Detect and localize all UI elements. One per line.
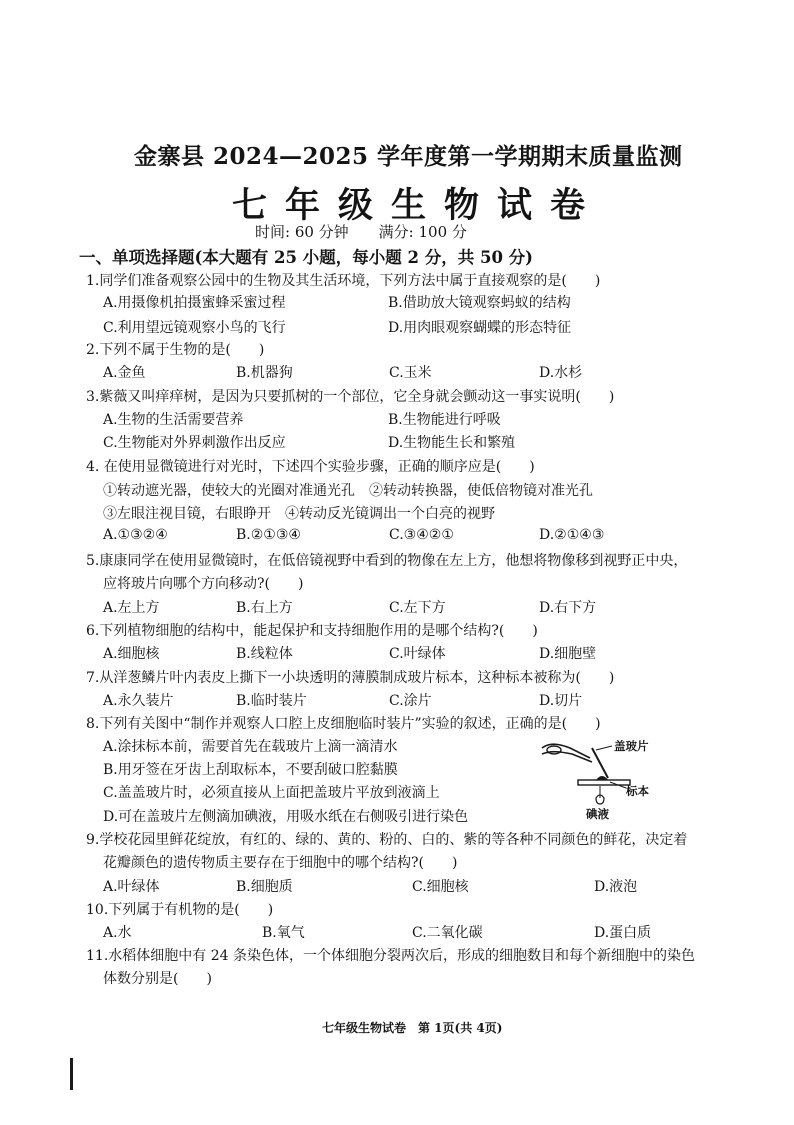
question-stem-line: ③左眼注视目镜，右眼睁开 ④转动反光镜调出一个白亮的视野 [103, 506, 495, 522]
option-a: A.金鱼 [103, 365, 146, 381]
option-b: B.生物能进行呼吸 [388, 412, 501, 428]
option-c: C.左下方 [389, 600, 446, 616]
question-stem: 3.紫薇又叫痒痒树，是因为只要抓树的一个部位，它全身就会颤动这一事实说明( ) [86, 389, 615, 405]
question-stem: 9.学校花园里鲜花绽放，有红的、绿的、黄的、粉的、白的、紫的等各种不同颜色的鲜花，决定着 [86, 832, 688, 848]
option-a: A.①③②④ [103, 527, 168, 543]
specimen-label: 标本 [626, 784, 649, 798]
option-d: D.细胞壁 [539, 646, 597, 662]
question-stem: 5.康康同学在使用显微镜时，在低倍镜视野中看到的物像在左上方，他想将物像移到视野正中央， [86, 553, 688, 569]
option-c: C.涂片 [389, 693, 432, 709]
option-d: D.水杉 [539, 365, 583, 381]
option-b: B.右上方 [236, 600, 293, 616]
cover-slip-label: 盖玻片 [614, 739, 649, 753]
option-c: C.③④②① [389, 527, 454, 543]
question-stem-line: 花瓣颜色的遗传物质主要存在于细胞中的哪个结构?( ) [103, 855, 458, 871]
option-a: A.细胞核 [103, 646, 160, 662]
question-stem-line: ①转动遮光器，使较大的光圈对准通光孔 ②转动转换器，使低倍物镜对准光孔 [103, 483, 593, 499]
option-d: D.②①④③ [539, 527, 605, 543]
question-stem: 2.下列不属于生物的是( ) [86, 342, 265, 358]
option-c: C.生物能对外界刺激作出反应 [103, 435, 286, 451]
option-a: A.左上方 [103, 600, 160, 616]
question-stem-line: 体数分别是( ) [103, 971, 212, 987]
question-stem: 7.从洋葱鳞片叶内表皮上撕下一小块透明的薄膜制成玻片标本，这种标本被称为( ) [86, 670, 615, 686]
question-stem: 4. 在使用显微镜进行对光时，下述四个实验步骤，正确的顺序应是( ) [86, 459, 535, 475]
option-b: B.借助放大镜观察蚂蚁的结构 [388, 295, 571, 311]
section-heading: 一、单项选择题(本大题有 25 小题，每小题 2 分，共 50 分) [79, 248, 533, 267]
question-stem: 1.同学们准备观察公园中的生物及其生活环境，下列方法中属于直接观察的是( ) [86, 273, 601, 289]
option-d: D.蛋白质 [594, 925, 652, 941]
exam-title: 七年级生物试卷 [232, 185, 604, 226]
option-d: D.右下方 [539, 600, 597, 616]
option-a: A.叶绿体 [103, 879, 160, 895]
option-b: B.氧气 [262, 925, 305, 941]
question-stem-line: 应将玻片向哪个方向移动?( ) [103, 576, 304, 592]
question-stem: 8.下列有关图中“制作并观察人口腔上皮细胞临时装片”实验的叙述，正确的是( ) [86, 716, 601, 732]
question-stem: 10.下列属于有机物的是( ) [86, 902, 274, 918]
option-c: C.二氧化碳 [412, 925, 483, 941]
option-d: D.可在盖玻片左侧滴加碘液，用吸水纸在右侧吸引进行染色 [103, 809, 469, 825]
option-c: C.盖盖玻片时，必须直接从上面把盖玻片平放到液滴上 [103, 785, 440, 801]
option-d: D.液泡 [594, 879, 638, 895]
option-d: D.生物能生长和繁殖 [388, 435, 516, 451]
option-b: B.线粒体 [236, 646, 293, 662]
option-b: B.机器狗 [236, 365, 293, 381]
option-c: C.玉米 [389, 365, 432, 381]
time-score-line: 时间: 60 分钟 满分: 100 分 [255, 223, 467, 241]
option-b: B.细胞质 [236, 879, 293, 895]
page-footer: 七年级生物试卷 第 1页(共 4页) [322, 1021, 503, 1035]
option-c: C.叶绿体 [389, 646, 446, 662]
option-a: A.生物的生活需要营养 [103, 412, 244, 428]
option-a: A.用摄像机拍摄蜜蜂采蜜过程 [103, 295, 286, 311]
question-stem: 6.下列植物细胞的结构中，能起保护和支持细胞作用的是哪个结构?( ) [86, 623, 538, 639]
question-stem: 11.水稻体细胞中有 24 条染色体，一个体细胞分裂两次后，形成的细胞数目和每个新细胞中的染色 [86, 948, 695, 964]
option-c: C.细胞核 [412, 879, 469, 895]
exam-header: 金寨县 2024—2025 学年度第一学期期末质量监测 [134, 143, 683, 170]
option-a: A.永久装片 [103, 693, 174, 709]
option-d: D.切片 [539, 693, 583, 709]
option-d: D.用肉眼观察蝴蝶的形态特征 [388, 320, 572, 336]
option-b: B.用牙签在牙齿上刮取标本，不要刮破口腔黏膜 [103, 762, 398, 778]
iodine-label: 碘液 [586, 807, 609, 821]
option-b: B.临时装片 [236, 693, 307, 709]
binding-mark [70, 1058, 73, 1090]
option-a: A.水 [103, 925, 132, 941]
option-c: C.利用望远镜观察小鸟的飞行 [103, 320, 286, 336]
option-a: A.涂抹标本前，需要首先在载玻片上滴一滴清水 [103, 739, 398, 755]
option-b: B.②①③④ [236, 527, 301, 543]
slide-staining-diagram [538, 736, 678, 822]
